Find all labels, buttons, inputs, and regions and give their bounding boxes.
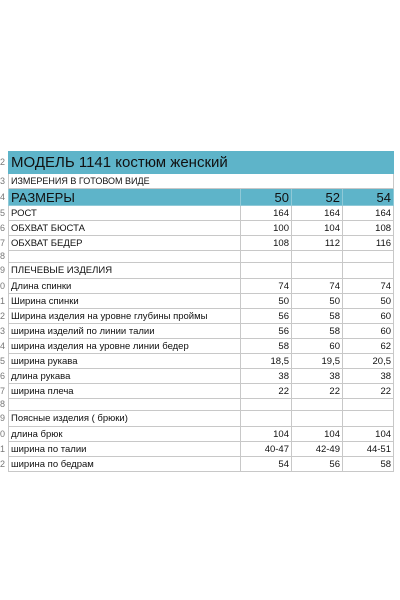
- empty-cell: [241, 411, 292, 427]
- size-value-54: 104: [343, 427, 394, 442]
- empty-cell: [241, 251, 292, 263]
- empty-cell: [343, 411, 394, 427]
- subtitle: ИЗМЕРЕНИЯ В ГОТОВОМ ВИДЕ: [9, 174, 394, 189]
- row-number: 7: [0, 386, 6, 396]
- row-number: 1: [0, 296, 6, 306]
- size-value-52: 104: [292, 427, 343, 442]
- section-title: ПЛЕЧЕВЫЕ ИЗДЕЛИЯ: [9, 263, 241, 279]
- body-measure-row: [9, 236, 394, 251]
- row-number: 7: [0, 238, 6, 248]
- size-value-52: 56: [292, 457, 343, 472]
- size-value-52: 60: [292, 339, 343, 354]
- spreadsheet: [8, 151, 394, 472]
- row-number: 2: [0, 158, 6, 167]
- empty-row: [9, 399, 394, 411]
- row-label: ОБХВАТ БЮСТА: [9, 221, 241, 236]
- size-value-54: 116: [343, 236, 394, 251]
- title-row: [9, 152, 394, 174]
- row-label: ширина по талии: [9, 442, 241, 457]
- empty-cell: [241, 399, 292, 411]
- upper-garment-row: [9, 294, 394, 309]
- size-value-52: 112: [292, 236, 343, 251]
- upper-garment-row: [9, 279, 394, 294]
- row-number: 1: [0, 444, 6, 454]
- size-value-52: 38: [292, 369, 343, 384]
- trousers-row: [9, 457, 394, 472]
- size-value-50: 58: [241, 339, 292, 354]
- row-number: 9: [0, 266, 6, 275]
- measurements-table: [8, 151, 394, 472]
- section-title: Поясные изделия ( брюки): [9, 411, 241, 427]
- row-number: 2: [0, 311, 6, 321]
- row-label: Ширина спинки: [9, 294, 241, 309]
- size-header: 54: [343, 189, 394, 206]
- row-number: 3: [0, 326, 6, 336]
- size-value-54: 60: [343, 324, 394, 339]
- body-measure-row: [9, 206, 394, 221]
- row-label: ширина по бедрам: [9, 457, 241, 472]
- empty-cell: [9, 251, 241, 263]
- sizes-label: РАЗМЕРЫ: [9, 189, 241, 206]
- size-value-54: 50: [343, 294, 394, 309]
- row-number: 2: [0, 459, 6, 469]
- empty-cell: [9, 399, 241, 411]
- row-number: 9: [0, 414, 6, 423]
- row-label: Ширина изделия на уровне глубины проймы: [9, 309, 241, 324]
- upper-garment-row: [9, 369, 394, 384]
- row-label: ОБХВАТ БЕДЕР: [9, 236, 241, 251]
- size-value-50: 56: [241, 309, 292, 324]
- size-header: 52: [292, 189, 343, 206]
- section-row: [9, 411, 394, 427]
- size-value-54: 58: [343, 457, 394, 472]
- empty-cell: [292, 399, 343, 411]
- subtitle-row: [9, 174, 394, 189]
- size-value-52: 164: [292, 206, 343, 221]
- empty-cell: [292, 411, 343, 427]
- row-number: 8: [0, 400, 6, 409]
- empty-cell: [241, 263, 292, 279]
- trousers-row: [9, 442, 394, 457]
- size-value-50: 50: [241, 294, 292, 309]
- empty-cell: [292, 251, 343, 263]
- row-label: РОСТ: [9, 206, 241, 221]
- row-number: 4: [0, 192, 6, 202]
- size-value-54: 74: [343, 279, 394, 294]
- empty-cell: [343, 263, 394, 279]
- size-value-50: 56: [241, 324, 292, 339]
- size-value-52: 58: [292, 309, 343, 324]
- empty-cell: [343, 251, 394, 263]
- section-row: [9, 263, 394, 279]
- row-number: 5: [0, 208, 6, 218]
- row-number: 4: [0, 341, 6, 351]
- row-number: 6: [0, 371, 6, 381]
- row-label: длина рукава: [9, 369, 241, 384]
- row-label: ширина рукава: [9, 354, 241, 369]
- row-label: длина брюк: [9, 427, 241, 442]
- size-value-52: 58: [292, 324, 343, 339]
- size-value-50: 18,5: [241, 354, 292, 369]
- row-label: Длина спинки: [9, 279, 241, 294]
- size-value-54: 164: [343, 206, 394, 221]
- size-value-50: 104: [241, 427, 292, 442]
- empty-cell: [292, 263, 343, 279]
- size-value-54: 62: [343, 339, 394, 354]
- row-label: ширина изделий по линии талии: [9, 324, 241, 339]
- row-number: 0: [0, 429, 6, 439]
- size-header: 50: [241, 189, 292, 206]
- upper-garment-row: [9, 354, 394, 369]
- size-value-50: 22: [241, 384, 292, 399]
- upper-garment-row: [9, 324, 394, 339]
- size-value-50: 100: [241, 221, 292, 236]
- size-value-50: 164: [241, 206, 292, 221]
- size-value-52: 42-49: [292, 442, 343, 457]
- model-title: МОДЕЛЬ 1141 костюм женский: [9, 152, 394, 174]
- size-value-52: 74: [292, 279, 343, 294]
- size-value-52: 19,5: [292, 354, 343, 369]
- row-label: ширина плеча: [9, 384, 241, 399]
- sizes-row: [9, 189, 394, 206]
- size-value-50: 40-47: [241, 442, 292, 457]
- upper-garment-row: [9, 384, 394, 399]
- size-value-54: 44-51: [343, 442, 394, 457]
- empty-cell: [343, 399, 394, 411]
- row-number: 8: [0, 252, 6, 261]
- size-value-52: 22: [292, 384, 343, 399]
- row-number: 6: [0, 223, 6, 233]
- size-value-52: 104: [292, 221, 343, 236]
- size-value-54: 22: [343, 384, 394, 399]
- size-value-54: 60: [343, 309, 394, 324]
- row-number: 3: [0, 176, 6, 186]
- trousers-row: [9, 427, 394, 442]
- upper-garment-row: [9, 309, 394, 324]
- size-value-52: 50: [292, 294, 343, 309]
- size-value-50: 38: [241, 369, 292, 384]
- upper-garment-row: [9, 339, 394, 354]
- size-value-54: 38: [343, 369, 394, 384]
- size-value-50: 108: [241, 236, 292, 251]
- row-number: 5: [0, 356, 6, 366]
- size-value-54: 108: [343, 221, 394, 236]
- row-label: ширина изделия на уровне линии бедер: [9, 339, 241, 354]
- size-value-54: 20,5: [343, 354, 394, 369]
- empty-row: [9, 251, 394, 263]
- body-measure-row: [9, 221, 394, 236]
- row-number: 0: [0, 281, 6, 291]
- size-value-50: 54: [241, 457, 292, 472]
- size-value-50: 74: [241, 279, 292, 294]
